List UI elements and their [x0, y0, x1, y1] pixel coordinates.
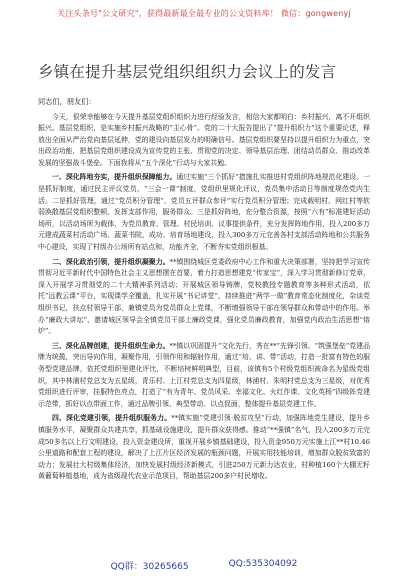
document-body	[38, 60, 370, 486]
qq-text: QQ:535304092	[228, 559, 298, 569]
promo-banner-text: 关注头条号"公文研究"，获得最新最全最专业的公文资料库！ 微信：gongwenyj	[57, 8, 351, 18]
section-2-body: **镇围绕城区党委政府中心工作和重大决策部署，坚持把学习宣传贯彻习近平新时代中国特色社会主义思想摆在首要，着力打造思想建党“传家宝”，深入学习贯彻新修订党章，深入开展学习贯彻党的二十大精神系列活动；开展城区领导铸牌，党校教授专题教育等多种形式活动，依托“远教云课”平台，实现课学全覆盖，扎实开展“书记讲堂”，持续推进“两学一做”教育常态化制度化，杂谈党组织书记，扶点村领导干部，兼镇党员为党员群众上党课，不断增强领导干部在领导群众和带动中的作用。举办“廉政大讲坛”，邀请城区领导会全镇党员干部上廉政党课，强化党员廉政教育，加强党内政治生活思想“熔炉”。	[38, 257, 370, 336]
section-3-body: **镇以巩固提升“文化先行，秀在**”先锋引领、“筑强堡垒”党建品牌为统揽，突出导向作用，凝聚作用，引领作用和辐射作用，通过“培、讲、带”活动，打造一批富有特色的服务型党建品牌，依托党组织里建化评比，不断培树鲜明典型，目前，该镇有5个村级党组织被命名为星级党组织，其中林浦村党总支为五星级，青乐村、上江村党总支为四星级，林浦村、朱明村党总支为三星级，对优秀党组织进行评审，挂服特色亮点，打造了“有为青年、党员风采、幸福文化、火红作课、文化英杨”四级阵党建示范带，抓好以点带面工作，通过品牌引领、典型带动、以点促面，整体提升基层党建工作。	[38, 341, 370, 408]
section-2-paragraph	[38, 257, 370, 338]
contact-footer	[0, 559, 408, 572]
section-3-heading: 三、深化品牌创建，提升组织生命力。	[52, 341, 170, 350]
section-2-heading: 二、深化政治引领，提升组织凝聚力。	[52, 257, 170, 266]
section-3-paragraph	[38, 341, 370, 411]
intro-paragraph: 今天，很荣幸能够在今天提升基层党组织组织力进行经验发言，相信大家都明白：乡村振兴，离不开组织振兴。基层党组织，是实施乡村振兴战略的“主心骨”。党的二十大报告提出了“提升组织力”这个重要论述，释放出全面从严治党向基层延伸，党的建设向基层发力的明确信号。基层党组织要坚持以提升组织力为重点，突出政治功能，把基层党组织建设成为宣传党的主张、贯彻党的决定、领导基层治理、团结动员群众、推动改革发展的坚强战斗堡垒。下面我将从“五个深化”行动与大家共勉。	[38, 112, 370, 167]
section-1-paragraph	[38, 172, 370, 253]
section-4-paragraph	[38, 413, 370, 483]
section-4-heading: 四、深化党建引领，提升组织服务力。	[52, 414, 172, 423]
document-title: 乡镇在提升基层党组织组织力会议上的发言	[38, 63, 337, 81]
section-1-body: 通过实施“三个抓好”措施扎实推进村党组织阵地规范化建设。一是抓好制度，通过民主评议党员、“三会一课”制度，党组织里规化评议，党员集中活动日等制度规范党内生活。二是抓好管理，通过“党员积分管理”，党员五评群众参评”实行党员积分管理；完成载明村、网红村等软弱涣散基层党组织整顿，发挥支部作用，服务群众。三是抓好阵地，充分整合资源，按照“六有”标准建好活动场所，以活动场所为载体，为党员教育、管理、村民培训、议事提供条件，充分发挥阵地作用，投入200多万元建成蔬菜村活动广场、蔬菜书院，成功、培育场地建设，投入300多万元完善各村支部活动阵地和公共服务中心建设，实现了村级办公场所有站点和，功能齐全，不断夯实党组织根基。	[38, 173, 370, 252]
section-1-heading: 一、深化阵地夯实，提升组织保障能力。	[52, 173, 177, 182]
promo-banner	[0, 0, 408, 26]
section-4-body: **镇实施“党建引领·脱贫攻坚”行动，加强阵地党生建设，提升乡镇服务水平，凝聚群众共建共享，抓基础设施建设，提升群众获得感。推动“**强镇”名气，投入200多万元完成50多名以上行文明建设，投入资金建设所，重视开展乡镇基础建设，投入资金950万元实施上江**村10.46公里道路和配套工程的建设，解决了上江片区经济发展的瓶颈问题，开展实用技能培训，增加群众脱贫致富的动力；发展壮大村级集体经济，加快发展村级经济新模式，引进250万元新力达农业，村种植160个大棚无籽黄葡萄种植基地，成为省级现代农业示范项目，帮助基层200多户村民增收。	[38, 414, 371, 481]
qq-group-text: QQ群：30265665	[110, 562, 189, 572]
greeting: 同志们，朋友们：	[38, 97, 96, 106]
